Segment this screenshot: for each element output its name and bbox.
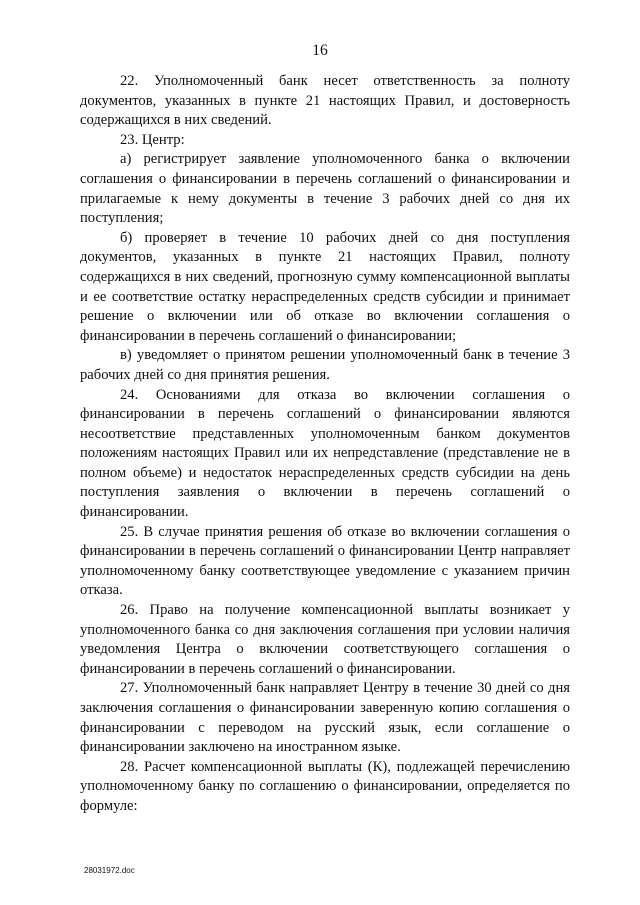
page-number: 16	[312, 42, 328, 59]
paragraph-23-a: а) регистрирует заявление уполномоченного банка о включении соглашения о финансировании в перечень соглашений о финансировании и прилагаемые к нему документы в течение 3 рабочих дней со дня их поступления;	[80, 151, 570, 227]
footer-file-code: 28031972.doc	[84, 866, 135, 875]
paragraph-22: 22. Уполномоченный банк несет ответственность за полноту документов, указанных в пункте 21 настоящих Правил, и достоверность содержащихся в них сведений.	[80, 73, 570, 129]
paragraph-23-v: в) уведомляет о принятом решении уполномоченный банк в течение 3 рабочих дней со дня принятия решения.	[80, 347, 570, 383]
paragraph-27: 27. Уполномоченный банк направляет Центру в течение 30 дней со дня заключения соглашения о финансировании заверенную копию соглашения о финансировании с переводом на русский язык, если соглашение о финансировании заключено на иностранном языке.	[80, 680, 570, 756]
paragraph-23: 23. Центр:	[120, 131, 185, 148]
paragraph-26: 26. Право на получение компенсационной выплаты возникает у уполномоченного банка со дня заключения соглашения при условии наличия уведомления Центра о включении соответствующего соглашения о финансировании в перечень соглашений о финансировании.	[80, 602, 570, 677]
paragraph-24: 24. Основаниями для отказа во включении соглашения о финансировании в перечень соглашений о финансировании являются несоответствие представленных уполномоченным банком документов положениям настоящих Правил или их непредставление (представление не в полном объеме) и недостаток нераспределенных средств субсидии на день поступления заявления о включении в перечень соглашений о финансировании.	[80, 386, 570, 521]
paragraph-28: 28. Расчет компенсационной выплаты (К), подлежащей перечислению уполномоченному банку по соглашению о финансировании, определяется по формуле:	[80, 758, 570, 814]
document-body	[80, 72, 570, 817]
paragraph-25: 25. В случае принятия решения об отказе во включении соглашения о финансировании в перечень соглашений о финансировании Центр направляет уполномоченному банку соответствующее уведомление с указанием причин отказа.	[80, 523, 570, 599]
paragraph-23-b: б) проверяет в течение 10 рабочих дней со дня поступления документов, указанных в пункте 21 настоящих Правил, полноту содержащихся в них сведений, прогнозную сумму компенсационной выплаты и ее соответствие остатку нераспределенных средств субсидии и принимает решение о включении или об отказе во включении соглашения о финансировании в перечень соглашений о финансировании;	[80, 229, 570, 344]
